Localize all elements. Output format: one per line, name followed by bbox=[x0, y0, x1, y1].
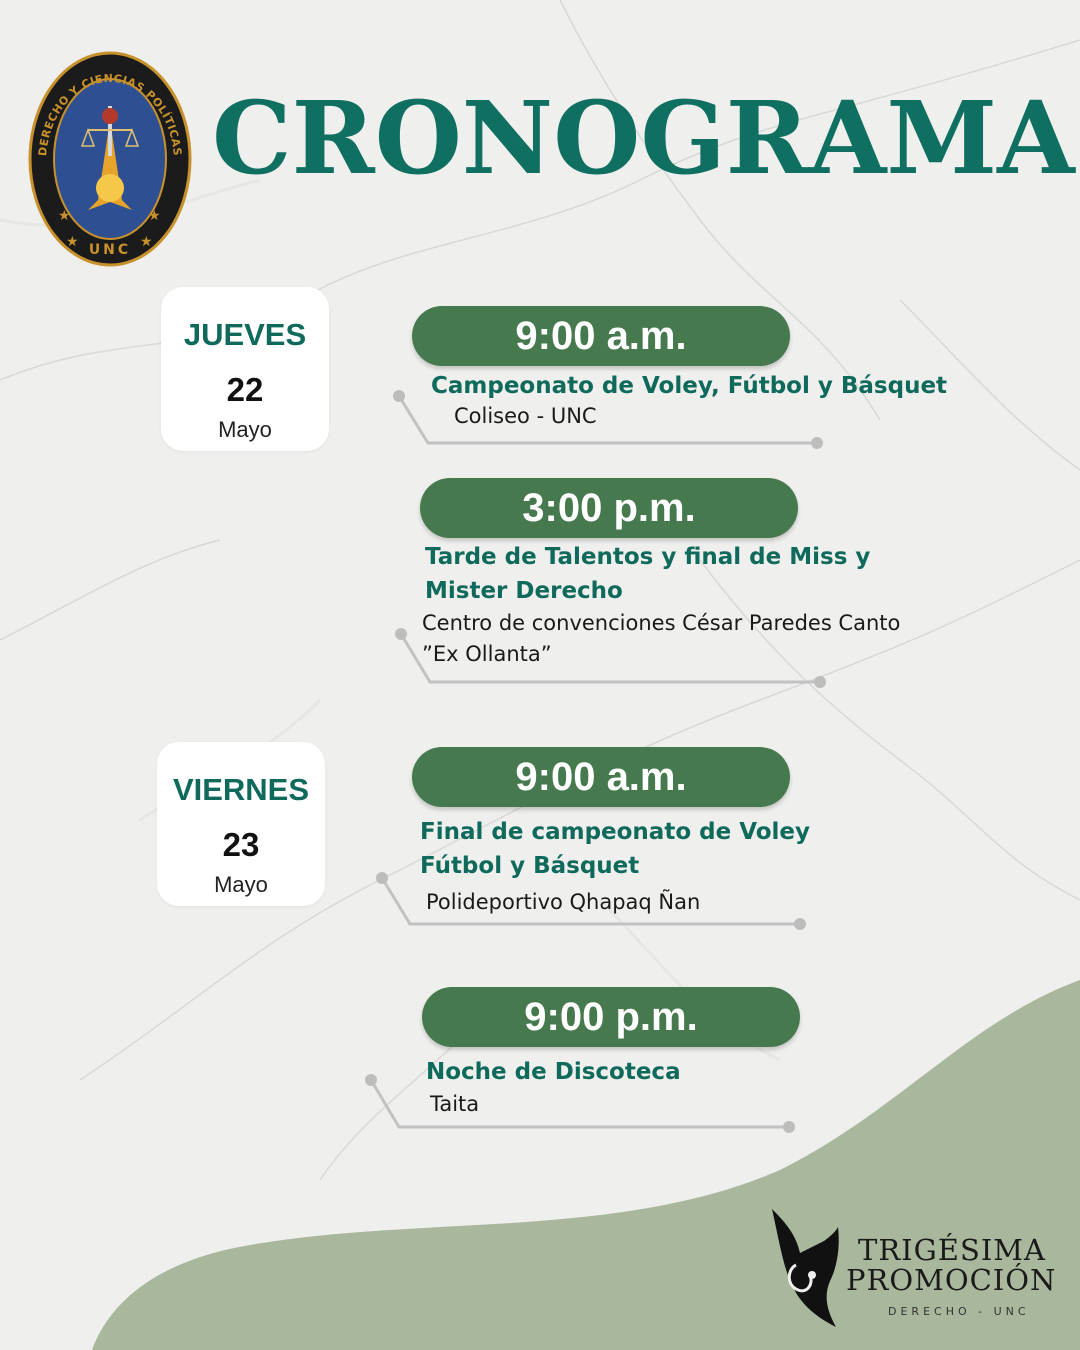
time-pill: 9:00 a.m. bbox=[412, 747, 790, 807]
event-title-line: Fútbol y Básquet bbox=[420, 853, 640, 879]
day-name: JUEVES bbox=[183, 317, 307, 352]
event-place bbox=[430, 1089, 479, 1120]
event-place bbox=[426, 887, 700, 918]
event-title-line: Campeonato de Voley, Fútbol y Básquet bbox=[431, 373, 948, 399]
event-title-line: Noche de Discoteca bbox=[426, 1059, 681, 1085]
page-title: CRONOGRAMA bbox=[212, 79, 1075, 197]
svg-text:★: ★ bbox=[58, 208, 71, 224]
seal-bottom-text: UNC bbox=[88, 242, 132, 258]
event-title bbox=[425, 540, 870, 608]
event-title-line: Mister Derecho bbox=[425, 578, 623, 604]
owl-emblem-icon bbox=[766, 1205, 846, 1330]
svg-text:★: ★ bbox=[148, 208, 161, 224]
time-pill: 9:00 p.m. bbox=[422, 987, 800, 1047]
event-place-line: Taita bbox=[430, 1092, 480, 1116]
event-title bbox=[426, 1055, 681, 1089]
seal-top-text: DERECHO Y CIENCIAS POLÍTICAS bbox=[36, 71, 184, 157]
day-card-jueves bbox=[161, 287, 329, 451]
event-title-line: Final de campeonato de Voley bbox=[420, 819, 811, 845]
event-title bbox=[420, 815, 810, 883]
event-place-line: Polideportivo Qhapaq Ñan bbox=[426, 890, 701, 914]
event-title-line: Tarde de Talentos y final de Miss y bbox=[425, 544, 871, 570]
day-name: VIERNES bbox=[172, 772, 310, 807]
event-place bbox=[422, 608, 900, 670]
day-month: Mayo bbox=[214, 872, 268, 897]
event-place-line: Coliseo - UNC bbox=[454, 404, 597, 428]
event-place-line: ”Ex Ollanta” bbox=[422, 642, 552, 666]
svg-text:★: ★ bbox=[140, 234, 153, 250]
day-card-viernes bbox=[157, 742, 325, 906]
svg-text:★: ★ bbox=[66, 234, 79, 250]
event-title bbox=[431, 369, 947, 403]
promotion-logo bbox=[766, 1205, 1066, 1335]
time-pill: 9:00 a.m. bbox=[412, 306, 790, 366]
day-number: 22 bbox=[226, 371, 264, 408]
promo-line-2: PROMOCIÓN bbox=[846, 1263, 1057, 1297]
faculty-seal-logo bbox=[28, 50, 192, 268]
day-number: 23 bbox=[222, 826, 260, 863]
promo-line-1: TRIGÉSIMA bbox=[858, 1233, 1046, 1267]
promo-line-3: DERECHO - UNC bbox=[888, 1305, 1030, 1318]
event-place-line: Centro de convenciones César Paredes Canto bbox=[422, 611, 901, 635]
event-place bbox=[454, 401, 597, 432]
day-month: Mayo bbox=[218, 417, 272, 442]
time-pill: 3:00 p.m. bbox=[420, 478, 798, 538]
